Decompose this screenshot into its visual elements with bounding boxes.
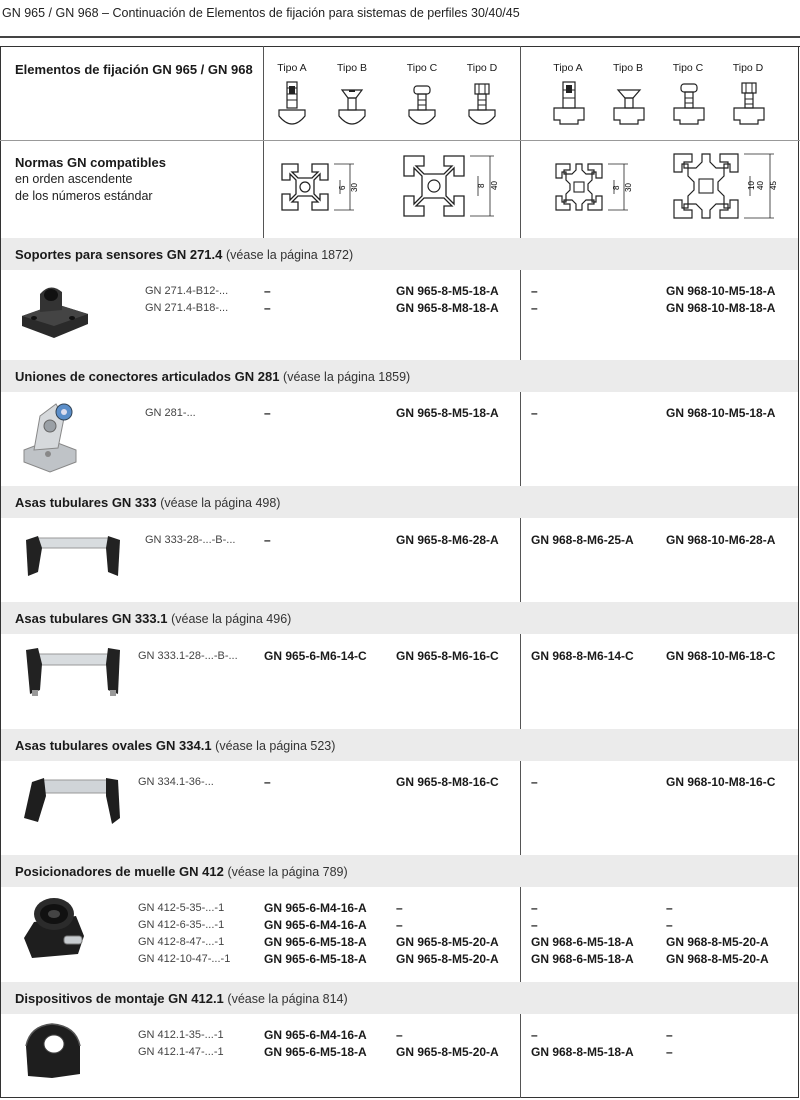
cell-2-col3: – [531, 406, 538, 420]
screw-type-d-left-icon [466, 80, 498, 132]
cell-7-col3: – GN 968-8-M5-18-A [531, 1028, 634, 1059]
profile-2-dim-a: 8 [477, 183, 486, 188]
section-title-oval-handles: Asas tubulares ovales GN 334.1 (véase la página 523) [15, 738, 336, 753]
profile-4-dim-a: 10 [747, 181, 756, 190]
codes-section-3: GN 333-28-...-B-... [145, 534, 236, 546]
profile-1-dim-b: 30 [350, 183, 359, 192]
mounting-block-icon [22, 1022, 86, 1080]
profile-4-dim-c: 45 [769, 181, 778, 190]
sensor-bracket-icon [16, 282, 96, 342]
codes-section-5: GN 334.1-36-... [138, 776, 214, 788]
tipo-a-right-label: Tipo A [553, 62, 583, 74]
joint-connector-icon [20, 398, 80, 476]
cell-3-col4: GN 968-10-M6-28-A [666, 533, 776, 547]
profile-30-6-icon [278, 160, 362, 216]
section-title-spring-plungers: Posicionadores de muelle GN 412 (véase la página 789) [15, 864, 348, 879]
page-ref: (véase la página 498) [160, 496, 281, 510]
page-ref: (véase la página 789) [227, 865, 348, 879]
cell-4-col2: GN 965-8-M6-16-C [396, 649, 499, 663]
profile-40-8-icon [400, 152, 500, 224]
codes-section-7: GN 412.1-35-...-1 GN 412.1-47-...-1 [138, 1029, 224, 1058]
profile-3-dim-a: 8 [612, 185, 621, 190]
profile-40-10-icon [670, 150, 780, 226]
cell-1-col3: – – [531, 284, 538, 315]
tipo-c-right-label: Tipo C [672, 62, 704, 74]
cell-4-col3: GN 968-8-M6-14-C [531, 649, 634, 663]
codes-section-1: GN 271.4-B12-... GN 271.4-B18-... [145, 285, 229, 314]
screw-type-c-left-icon [406, 80, 438, 132]
section-title-mounting-devices: Dispositivos de montaje GN 412.1 (véase la página 814) [15, 991, 348, 1006]
page-title: GN 965 / GN 968 – Continuación de Elementos de fijación para sistemas de perfiles 30/40/45 [2, 6, 520, 20]
tipo-b-right-label: Tipo B [613, 62, 643, 74]
page-ref: (véase la página 1872) [226, 248, 354, 262]
page-ref: (véase la página 814) [227, 992, 348, 1006]
header-divider-1 [263, 46, 264, 238]
cell-5-col1: – [264, 775, 271, 789]
profile-1-dim-a: 6 [338, 185, 347, 190]
section-title-tubular-handles: Asas tubulares GN 333 (véase la página 498) [15, 495, 281, 510]
cell-5-col3: – [531, 775, 538, 789]
codes-section-4: GN 333.1-28-...-B-... [138, 650, 238, 662]
title-rule [0, 36, 800, 38]
fixing-elements-label: Elementos de fijación GN 965 / GN 968 [15, 62, 253, 77]
page-ref: (véase la página 496) [171, 612, 292, 626]
screw-type-a-right-icon [552, 80, 586, 130]
tipo-d-left-label: Tipo D [466, 62, 498, 74]
tipo-b-left-label: Tipo B [337, 62, 367, 74]
cell-3-col3: GN 968-8-M6-25-A [531, 533, 634, 547]
profile-30-8-icon [552, 160, 636, 216]
tubular-handle-333-1-icon [20, 640, 124, 700]
cell-4-col4: GN 968-10-M6-18-C [666, 649, 776, 663]
cell-7-col2: – GN 965-8-M5-20-A [396, 1028, 499, 1059]
norms-sub-1: en orden ascendente [15, 172, 133, 186]
screw-type-a-left-icon [276, 80, 308, 132]
cell-2-col4: GN 968-10-M5-18-A [666, 406, 776, 420]
profile-2-dim-b: 40 [490, 181, 499, 190]
norms-sub-2: de los números estándar [15, 189, 153, 203]
cell-6-col3: – – GN 968-6-M5-18-A GN 968-6-M5-18-A [531, 901, 634, 966]
profile-3-dim-b: 30 [624, 183, 633, 192]
cell-2-col1: – [264, 406, 271, 420]
cell-6-col2: – – GN 965-8-M5-20-A GN 965-8-M5-20-A [396, 901, 499, 966]
cell-2-col2: GN 965-8-M5-18-A [396, 406, 499, 420]
cell-5-col2: GN 965-8-M8-16-C [396, 775, 499, 789]
column-divider-center [520, 46, 521, 1098]
cell-6-col1: GN 965-6-M4-16-A GN 965-6-M4-16-A GN 965-6-M5-18-A GN 965-6-M5-18-A [264, 901, 367, 966]
cell-7-col4: – – [666, 1028, 673, 1059]
section-title-tubular-handles-333-1: Asas tubulares GN 333.1 (véase la página 496) [15, 611, 292, 626]
cell-3-col2: GN 965-8-M6-28-A [396, 533, 499, 547]
cell-3-col1: – [264, 533, 271, 547]
tipo-a-left-label: Tipo A [277, 62, 307, 74]
screw-type-c-right-icon [672, 80, 706, 130]
cell-4-col1: GN 965-6-M6-14-C [264, 649, 367, 663]
section-title-joint-connectors: Uniones de conectores articulados GN 281 (véase la página 1859) [15, 369, 411, 384]
tubular-handle-icon [20, 528, 124, 584]
codes-section-2: GN 281-... [145, 407, 196, 419]
page-ref: (véase la página 1859) [283, 370, 411, 384]
tipo-d-right-label: Tipo D [732, 62, 764, 74]
cell-1-col4: GN 968-10-M5-18-A GN 968-10-M8-18-A [666, 284, 776, 315]
cell-5-col4: GN 968-10-M8-16-C [666, 775, 776, 789]
cell-6-col4: – – GN 968-8-M5-20-A GN 968-8-M5-20-A [666, 901, 769, 966]
screw-type-d-right-icon [732, 80, 766, 130]
screw-type-b-right-icon [612, 80, 646, 130]
spring-plunger-icon [18, 892, 92, 962]
cell-1-col2: GN 965-8-M5-18-A GN 965-8-M8-18-A [396, 284, 499, 315]
header-row-divider [0, 140, 800, 141]
page-ref: (véase la página 523) [215, 739, 336, 753]
screw-type-b-left-icon [336, 80, 368, 132]
section-title-sensor-brackets: Soportes para sensores GN 271.4 (véase la página 1872) [15, 247, 354, 262]
oval-handle-icon [20, 768, 124, 830]
norms-label: Normas GN compatibles [15, 155, 166, 170]
cell-7-col1: GN 965-6-M4-16-A GN 965-6-M5-18-A [264, 1028, 367, 1059]
profile-4-dim-b: 40 [756, 181, 765, 190]
codes-section-6: GN 412-5-35-...-1 GN 412-6-35-...-1 GN 412-8-47-...-1 GN 412-10-47-...-1 [138, 902, 231, 965]
cell-1-col1: – – [264, 284, 271, 315]
tipo-c-left-label: Tipo C [406, 62, 438, 74]
